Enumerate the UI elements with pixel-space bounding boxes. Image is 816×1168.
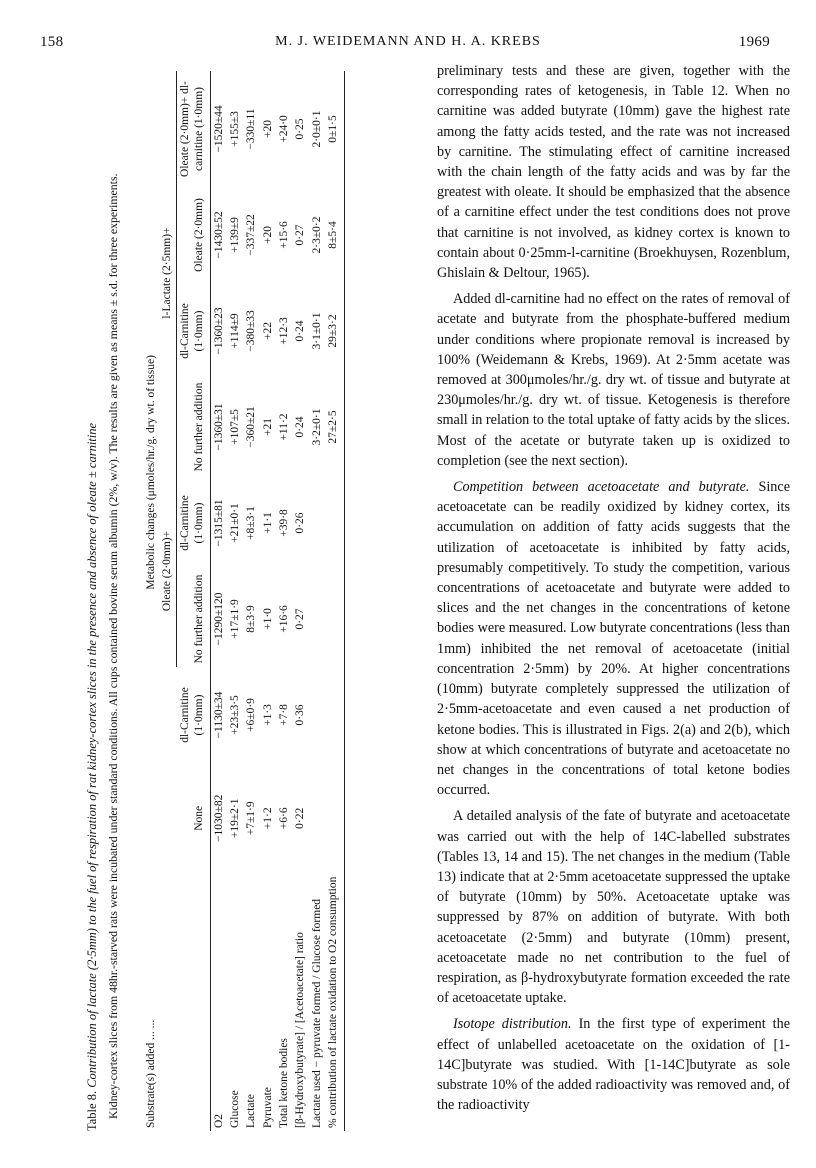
table-cell: +155±3: [228, 111, 241, 147]
group-oleate: Oleate (2·0mm)+: [159, 475, 176, 667]
table-cell: [325, 667, 341, 763]
table-cell: +1·3: [261, 704, 274, 726]
table-8: [85, 61, 420, 1131]
row-label: Lactate: [245, 1094, 258, 1128]
table-cell: +21: [261, 418, 274, 436]
running-head: M. J. WEIDEMANN AND H. A. KREBS: [275, 34, 541, 49]
table-cell: 2·0±0·1: [310, 110, 323, 148]
table-cell: 29±3·2: [327, 314, 340, 348]
metabolic-header: Metabolic changes (μmoles/hr./g. dry wt. of tissue): [145, 355, 157, 590]
table-cell: +7±1·9: [245, 801, 258, 836]
table-cell: 0·27: [294, 608, 307, 630]
journal-year: 1969: [738, 34, 770, 50]
column-header: No further addition: [193, 574, 206, 664]
table-cell: +1·0: [261, 608, 274, 630]
table-number: Table 8.: [85, 1090, 99, 1131]
rotated-table-area: [85, 61, 420, 1131]
table-cell: +24·0: [278, 115, 290, 143]
table-row: [210, 71, 227, 1131]
table-cell: [309, 763, 325, 874]
column-header: None: [193, 805, 206, 831]
paragraph: [437, 477, 790, 800]
table-cell: +16·6: [278, 605, 290, 633]
table-row: [325, 71, 341, 1131]
table-cell: +21±0·1: [228, 503, 241, 543]
table-note: Kidney-cortex slices from 48hr.-starved rats were incubated under standard conditions. All cups contained bovine serum albumin (2%, w/v). The results are given as means ± s.d. for three experiments.: [106, 173, 120, 1119]
paragraph-text: Since acetoacetate can be readily oxidized by kidney cortex, its accumulation on addition of fatty acids suggests that the utilization of acetoacetate is inhibited by fatty acids, presumably competitively. To study the competition, various concentrations of acetoacetate and butyrate were added to slices and the net changes in the concentrations of ketone bodies were measured. Low butyrate concentrations (less than 1mm) inhibited the net removal of acetoacetate (initial concentration 2·5mm) by 20%. At higher concentrations (10mm) butyrate completely suppressed the utilization of 2·5mm-acetoacetate and even caused a net production of ketone bodies. This is illustrated in Figs. 2(a) and 2(b), which show at which concentrations of butyrate and acetoacetate no net changes in the concentrations of total ketone bodies occurred.: [437, 479, 790, 799]
paragraph-text: In the first type of experiment the effect of unlabelled acetoacetate on the oxidation of [1-14C]butyrate was studied. With [1-14C]butyrate as sole substrate 10% of the added radioactivity was removed and, of the radioactivity: [437, 1016, 790, 1114]
table-cell: −1360±23: [212, 307, 225, 355]
table-caption: [85, 71, 101, 1131]
table-cell: [309, 571, 325, 667]
table-cell: +6·6: [278, 807, 290, 830]
row-label: [β-Hydroxybutyrate] / [Acetoacetate] ratio: [294, 932, 307, 1128]
table-row: [227, 71, 243, 1131]
table-cell: 0·24: [294, 416, 307, 438]
column-header: No further addition: [193, 382, 206, 472]
table-cell: 3·1±0·1: [310, 312, 323, 350]
table-body: [210, 71, 342, 1131]
paragraph: A detailed analysis of the fate of butyrate and acetoacetate was carried out with the help of 14C-labelled substrates (Tables 13, 14 and 15). The net changes in the medium (Table 13) indicate that at 2·5mm acetoacetate suppressed the uptake of butyrate (10mm) by 50%. Acetoacetate uptake was suppressed by 87% on addition of butyrate. With both acetoacetate (2·5mm) and butyrate (10mm) present, acetoacetate made no net contribution to the fuel of respiration, as β-hydroxybutyrate formation exceeded the rate of acetoacetate uptake.: [437, 808, 790, 1007]
paragraph: Added dl-carnitine had no effect on the rates of removal of acetate and butyrate from the phosphate-buffered medium under conditions where propionate removal is increased by 100% (Weidemann & Krebs, 1969). At 2·5mm acetate was removed at 300μmoles/hr./g. dry wt. of tissue and butyrate at 230μmoles/hr./g. dry wt. of tissue. Ketogenesis is therefore small in relation to the total uptake of fatty acids by the slices. Most of the acetate or butyrate taken up is oxidized to completion (see the next section).: [437, 291, 790, 469]
row-label: O2: [212, 1113, 225, 1128]
table-cell: 2·3±0·2: [310, 216, 323, 254]
column-header: dl-Carnitine (1·0mm): [178, 495, 206, 551]
table-cell: −1360±31: [212, 403, 225, 451]
table-cell: +8±3·1: [245, 506, 258, 540]
table-cell: [325, 475, 341, 571]
row-label: Glucose: [228, 1090, 241, 1128]
table-cell: −1520±44: [212, 105, 225, 153]
column-header-row: [176, 71, 207, 1131]
table-cell: +11·2: [278, 413, 290, 441]
table-cell: +139±9: [228, 217, 241, 253]
table-cell: 0·36: [294, 704, 307, 726]
table-cell: +17±1·9: [228, 599, 241, 639]
table-cell: 8±3·9: [245, 605, 258, 633]
table-cell: +7·8: [278, 704, 290, 726]
paragraph: preliminary tests and these are given, together with the corresponding rates of ketogenesis, in Table 12. When no carnitine was added butyrate (10mm) gave the highest rate among the fatty acids tested, and the rate was not increased by carnitine. The stimulating effect of carnitine increased with the chain length of the fatty acids and was by far the greatest with oleate. It should be emphasized that the absence of a carnitine effect under the test conditions does not prove that carnitine is not involved, as kidney cortex is known to contain about 0·25mm-l-carnitine (Broekhuysen, Rozenblum, Ghislain & Deltour, 1965).: [437, 63, 790, 282]
table-row: [292, 71, 308, 1131]
table-cell: [325, 571, 341, 667]
table-cell: −337±22: [245, 214, 258, 256]
column-header: dl-Carnitine (1·0mm): [178, 687, 206, 743]
row-label: % contribution of lactate oxidation to O2 consumption: [327, 876, 340, 1128]
table-cell: −1290±120: [212, 592, 225, 646]
table-row: [243, 71, 259, 1131]
table-cell: [309, 475, 325, 571]
table-cell: +19±2·1: [228, 798, 241, 839]
section-heading: Isotope distribution.: [453, 1016, 572, 1033]
table-cell: −330±11: [245, 108, 258, 150]
data-table: [143, 71, 345, 1131]
table-row: [309, 71, 325, 1131]
table-cell: [325, 763, 341, 874]
table-cell: +107±5: [228, 409, 241, 445]
table-cell: −1430±52: [212, 211, 225, 259]
row-label: Total ketone bodies: [278, 1038, 290, 1128]
table-row: [260, 71, 276, 1131]
table-caption-text: Contribution of lactate (2·5mm) to the fuel of respiration of rat kidney-cortex slices in the presence and absence of oleate ± carnitine: [85, 422, 99, 1088]
table-cell: 0·22: [294, 807, 307, 829]
table-cell: −1030±82: [212, 794, 225, 842]
table-cell: −1130±34: [212, 691, 225, 739]
table-cell: +23±3·5: [228, 695, 241, 735]
group-lactate: l-Lactate (2·5mm)+: [159, 71, 176, 475]
table-cell: −380±33: [245, 310, 258, 352]
table-cell: 27±2·5: [327, 410, 340, 444]
row-label: Pyruvate: [261, 1087, 274, 1128]
column-header: dl-Carnitine (1·0mm): [178, 303, 206, 359]
row-label: Lactate used − pyruvate formed / Glucose formed: [310, 898, 323, 1128]
table-row: [276, 71, 292, 1131]
table-cell: +20: [261, 120, 274, 138]
column-header: Oleate (2·0mm): [193, 198, 206, 272]
table-cell: +1·1: [261, 512, 274, 534]
table-cell: 8±5·4: [327, 221, 340, 249]
paragraph: [437, 1014, 790, 1115]
table-cell: −360±21: [245, 406, 258, 448]
column-header: Oleate (2·0mm)+ dl-carnitine (1·0mm): [178, 81, 206, 177]
section-heading: Competition between acetoacetate and butyrate.: [453, 479, 750, 496]
page-number: 158: [40, 34, 64, 50]
table-cell: −1315±81: [212, 499, 225, 547]
table-cell: 3·2±0·1: [310, 408, 323, 446]
text-column: [437, 61, 790, 1121]
table-cell: +39·8: [278, 509, 290, 537]
table-cell: +1·2: [261, 807, 274, 830]
table-cell: 0·25: [294, 118, 307, 140]
table-cell: +6±0·9: [245, 698, 258, 732]
table-cell: +22: [261, 322, 274, 340]
table-cell: +12·3: [278, 317, 290, 345]
table-cell: +114±9: [228, 313, 241, 349]
table-cell: +20: [261, 226, 274, 244]
table-cell: 0·27: [294, 224, 307, 246]
table-cell: +15·6: [278, 221, 290, 249]
table-cell: [309, 667, 325, 763]
table-cell: 0±1·5: [327, 115, 340, 143]
table-cell: 0·24: [294, 320, 307, 342]
table-cell: 0·26: [294, 512, 307, 534]
substrates-header: Substrate(s) added ... ...: [145, 1019, 157, 1128]
